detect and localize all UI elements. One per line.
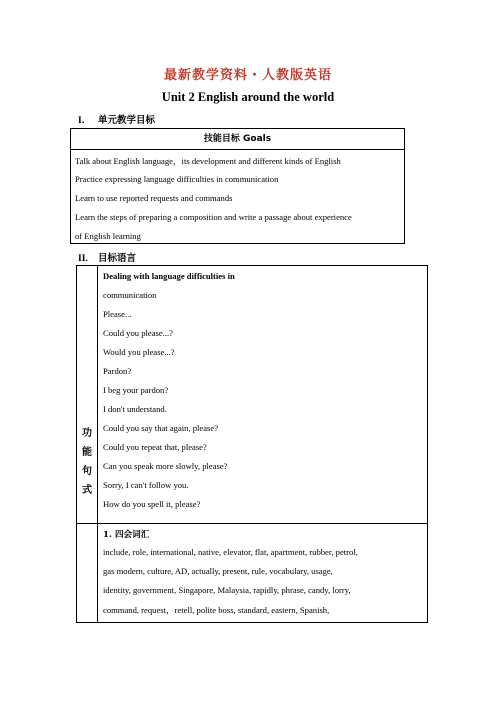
- side-label-char: 能: [82, 447, 92, 458]
- function-line: I beg your pardon?: [103, 385, 169, 395]
- section1-heading: [78, 112, 155, 126]
- goal-line: Learn to use reported requests and commands: [75, 193, 233, 203]
- side-label-char: 句: [82, 466, 92, 477]
- goal-line: Practice expressing language difficulties in communication: [75, 174, 279, 184]
- target-language-table: [76, 265, 428, 623]
- function-line: communication: [103, 290, 157, 300]
- table-row-divider: [77, 523, 427, 524]
- function-line: Can you speak more slowly, please?: [103, 461, 228, 471]
- function-line: Could you repeat that, please?: [103, 442, 207, 452]
- vocab-line: command, request，retell, polite boss, standard, eastern, Spanish,: [103, 605, 330, 615]
- section1-number: I．: [78, 116, 92, 126]
- side-label-char: 式: [82, 485, 92, 496]
- function-line: Sorry, I can't follow you.: [103, 480, 189, 490]
- page-header-title: 最新教学资料・人教版英语: [163, 68, 332, 83]
- function-line: Would you please...?: [103, 347, 175, 357]
- table-column-divider: [97, 266, 98, 622]
- function-heading: Dealing with language difficulties in: [103, 271, 235, 281]
- section1-heading-text: 单元教学目标: [98, 115, 156, 126]
- goal-line: of English learning: [75, 231, 141, 241]
- function-line: Please...: [103, 309, 132, 319]
- function-line: I don't understand.: [103, 404, 167, 414]
- vocab-line: gas modern, culture, AD, actually, present, rule, vocabulary, usage,: [103, 566, 333, 576]
- vocab-line: include, role, international, native, elevator, flat, apartment, rubber, petrol,: [103, 547, 358, 557]
- function-line: How do you spell it, please?: [103, 499, 201, 509]
- goal-line: Talk about English language，its development and different kinds of English: [75, 156, 341, 166]
- vocab-line: identity, government, Singapore, Malaysia, rapidly, phrase, candy, lorry,: [103, 585, 351, 595]
- function-line: Could you please...?: [103, 328, 173, 338]
- section2-heading: [78, 250, 136, 264]
- section2-heading-text: 目标语言: [98, 253, 137, 264]
- side-label-char: 功: [82, 428, 92, 439]
- goals-header: 技能目标 Goals: [71, 129, 404, 150]
- section2-number: II.: [78, 254, 88, 264]
- vocab-heading: 1. 四会词汇: [103, 530, 150, 540]
- goal-line: Learn the steps of preparing a composition and write a passage about experience: [75, 212, 352, 222]
- function-line: Pardon?: [103, 366, 132, 376]
- goals-table: [70, 128, 405, 244]
- unit-title: Unit 2 English around the world: [161, 90, 335, 104]
- function-line: Could you say that again, please?: [103, 423, 219, 433]
